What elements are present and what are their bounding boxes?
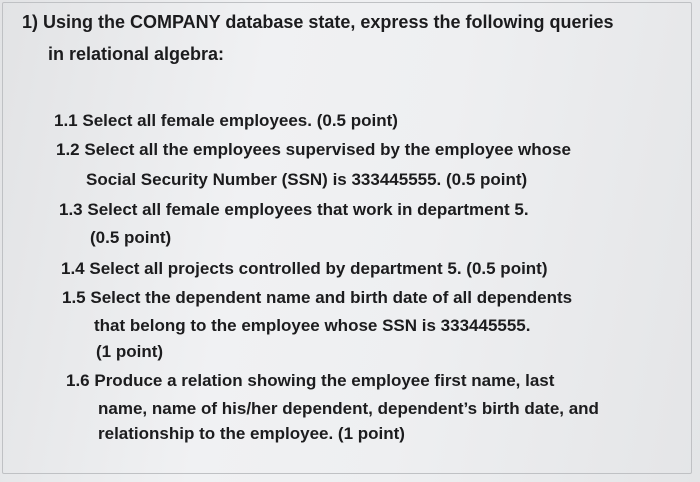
item-1-5-line-1: 1.5 Select the dependent name and birth date of all dependents [62, 288, 573, 307]
item-1-2-line-1: 1.2 Select all the employees supervised by the employee whose [56, 140, 571, 159]
question-heading-line-1: 1) Using the COMPANY database state, express the following queries [22, 12, 614, 32]
question-heading-line-2: in relational algebra: [48, 44, 225, 64]
item-1-4-line-1: 1.4 Select all projects controlled by department 5. (0.5 point) [61, 259, 548, 278]
item-1-6-line-3: relationship to the employee. (1 point) [98, 424, 405, 443]
item-1-6-line-1: 1.6 Produce a relation showing the employee first name, last [66, 371, 555, 390]
item-1-2-line-2: Social Security Number (SSN) is 333445555. (0.5 point) [86, 170, 528, 189]
item-1-5-line-3: (1 point) [96, 342, 164, 361]
item-1-5-line-2: that belong to the employee whose SSN is 333445555. [94, 316, 531, 335]
item-1-3-line-2: (0.5 point) [90, 228, 172, 247]
item-1-3-line-1: 1.3 Select all female employees that work in department 5. [59, 200, 529, 219]
item-1-1-line-1: 1.1 Select all female employees. (0.5 point) [54, 111, 398, 130]
item-1-6-line-2: name, name of his/her dependent, dependent’s birth date, and [98, 399, 599, 418]
